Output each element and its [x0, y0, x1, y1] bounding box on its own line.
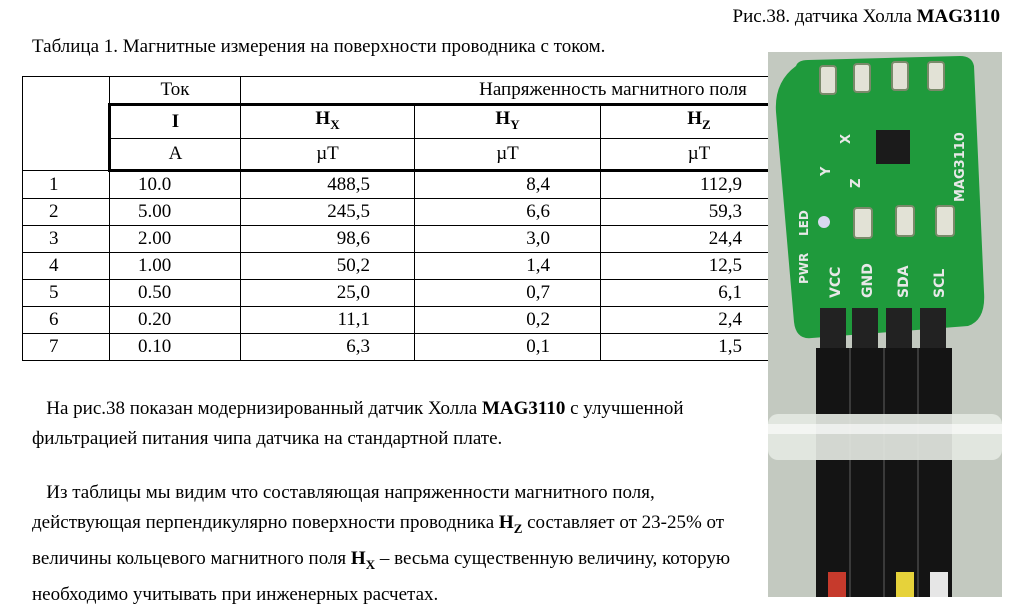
table-caption: Таблица 1. Магнитные измерения на поверхности проводника с током. [32, 36, 606, 57]
pad-1 [820, 66, 836, 94]
pad-3 [892, 62, 908, 90]
pad-6 [896, 206, 914, 236]
row-index: 4 [23, 253, 110, 280]
paragraph-sensor-model: MAG3110 [481, 398, 566, 419]
board-label-gnd: GND [860, 263, 876, 298]
hx-symbol: $H_X$ [350, 547, 376, 572]
cell-hz: 12,5 [601, 253, 798, 280]
cell-hx: 11,1 [241, 307, 415, 334]
cell-current: 0.50 [110, 280, 241, 307]
led-indicator [818, 216, 830, 228]
cell-current: 5.00 [110, 199, 241, 226]
cell-hy: 3,0 [415, 226, 601, 253]
cell-hy: 0,7 [415, 280, 601, 307]
board-label-axis-z: Z [849, 178, 864, 188]
symbol-hz: $H_Z$ [601, 105, 798, 139]
cell-current: 0.20 [110, 307, 241, 334]
cell-hx: 6,3 [241, 334, 415, 361]
cell-hz: 112,9 [601, 171, 798, 199]
pad-5 [854, 208, 872, 238]
cell-hx: 245,5 [241, 199, 415, 226]
board-label-axis-y: Y [819, 166, 834, 176]
symbol-hy: $H_Y$ [415, 105, 601, 139]
board-label-pwr: PWR [797, 252, 811, 284]
cell-hz: 1,5 [601, 334, 798, 361]
pin-header-2 [852, 308, 878, 348]
sensor-chip [876, 130, 910, 164]
unit-hy: µT [415, 139, 601, 171]
figure-caption-prefix: Рис.38. датчика Холла [732, 6, 917, 27]
cell-current: 1.00 [110, 253, 241, 280]
wire-red [828, 572, 846, 597]
cell-hy: 6,6 [415, 199, 601, 226]
cell-current: 0.10 [110, 334, 241, 361]
cell-hy: 1,4 [415, 253, 601, 280]
cell-current: 10.0 [110, 171, 241, 199]
wire-white [930, 572, 948, 597]
board-label-scl: SCL [932, 268, 948, 298]
pin-header-1 [820, 308, 846, 348]
wire-yellow [896, 572, 914, 597]
figure-caption-model: MAG3110 [916, 6, 1000, 27]
row-index: 3 [23, 226, 110, 253]
cell-current: 2.00 [110, 226, 241, 253]
row-index: 6 [23, 307, 110, 334]
board-label-axis-x: X [839, 133, 854, 144]
cell-hy: 0,2 [415, 307, 601, 334]
unit-hz: µT [601, 139, 798, 171]
cell-hx: 98,6 [241, 226, 415, 253]
cell-hx: 488,5 [241, 171, 415, 199]
board-label-led: LED [797, 210, 811, 236]
header-field: Напряженность магнитного поля [241, 77, 986, 105]
cell-hx: 25,0 [241, 280, 415, 307]
symbol-hx: $H_X$ [241, 105, 415, 139]
cell-hz: 2,4 [601, 307, 798, 334]
row-index: 1 [23, 171, 110, 199]
pad-4 [928, 62, 944, 90]
pin-header-4 [920, 308, 946, 348]
cell-hy: 8,4 [415, 171, 601, 199]
cell-hx: 50,2 [241, 253, 415, 280]
hz-symbol: $H_Z$ [498, 512, 523, 536]
board-label-vcc: VCC [828, 266, 844, 298]
cell-hz: 59,3 [601, 199, 798, 226]
header-empty-cell [23, 77, 110, 171]
pad-7 [936, 206, 954, 236]
cable-tie-highlight [768, 424, 1002, 434]
cell-hz: 6,1 [601, 280, 798, 307]
cell-hz: 24,4 [601, 226, 798, 253]
row-index: 2 [23, 199, 110, 226]
figure-caption [733, 6, 1001, 28]
cell-hy: 0,1 [415, 334, 601, 361]
symbol-I: I [110, 105, 241, 139]
header-current: Ток [110, 77, 241, 105]
board-label-sda: SDA [896, 265, 912, 298]
pin-header-3 [886, 308, 912, 348]
paragraph-sensor-description: На рис.38 показан модернизированный датчик Холла MAG3110 с улучшенной фильтрацией питания чипа датчика на стандартной плате. [32, 398, 684, 449]
unit-I: A [110, 139, 241, 171]
cable-tie [768, 414, 1002, 460]
board-label-chip: MAG3110 [953, 132, 968, 202]
pad-2 [854, 64, 870, 92]
row-index: 5 [23, 280, 110, 307]
sensor-board-photo [768, 52, 1002, 597]
paragraph-analysis: Из таблицы мы видим что составляющая напряженности магнитного поля, действующая перпендикулярно поверхности проводника $H_Z$ составляет от 23-25% от величины кольцевого магнитного поля $H_X$ – весьма существенную величину, которую необходимо учитывать при инженерных расчетах. [32, 482, 731, 605]
unit-hx: µT [241, 139, 415, 171]
row-index: 7 [23, 334, 110, 361]
